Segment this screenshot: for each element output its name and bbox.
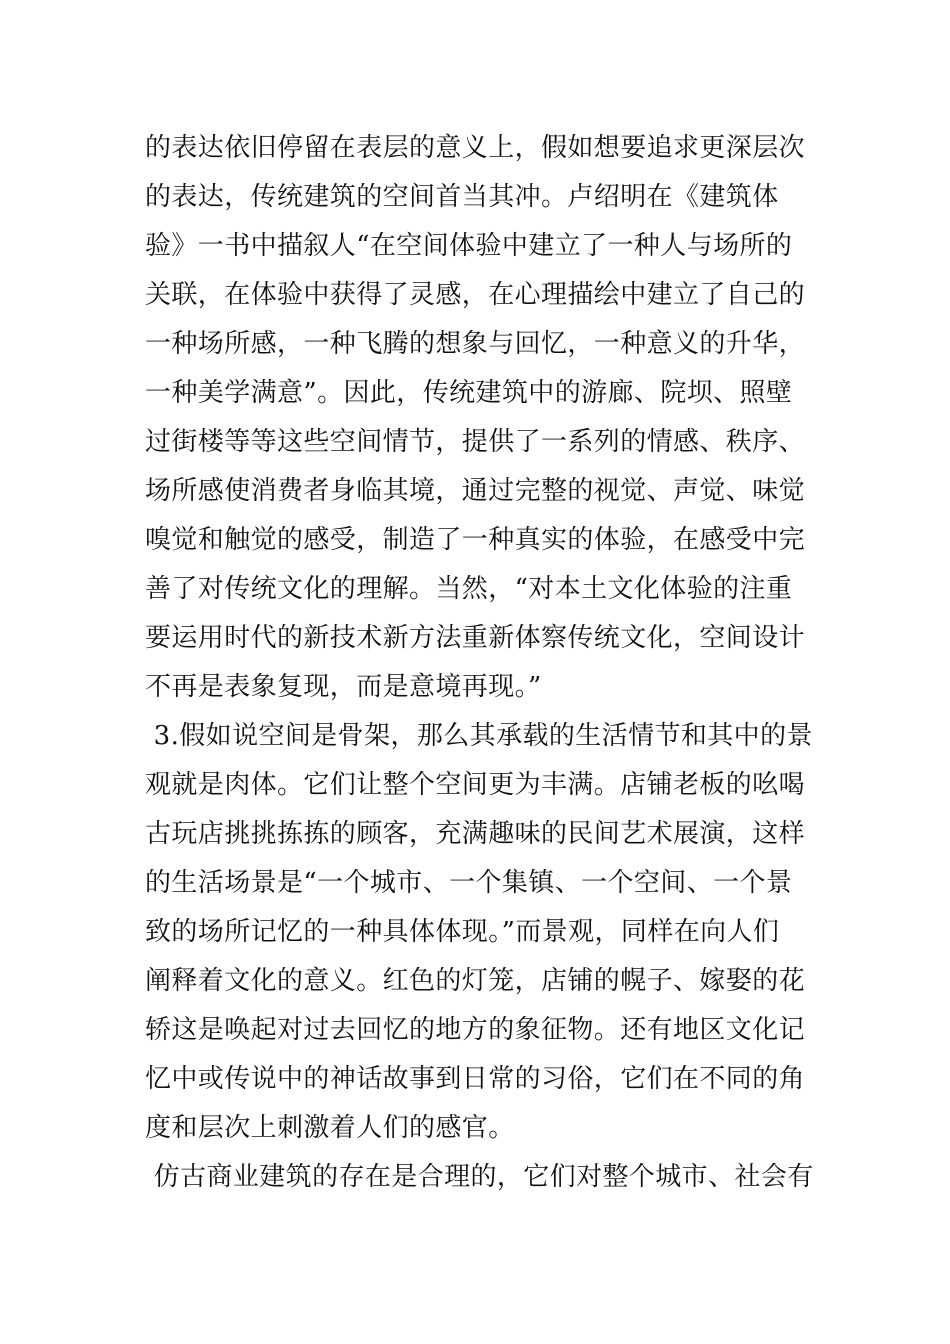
text-line: 观就是肉体。它们让整个空间更为丰满。店铺老板的吆喝	[145, 770, 806, 800]
text-line: 3.假如说空间是骨架，那么其承载的生活情节和其中的景	[145, 721, 813, 751]
text-line: 轿这是唤起对过去回忆的地方的象征物。还有地区文化记	[145, 1015, 806, 1045]
text-line: 忆中或传说中的神话故事到日常的习俗，它们在不同的角	[145, 1064, 806, 1094]
text-line: 仿古商业建筑的存在是合理的，它们对整个城市、社会有	[145, 1162, 814, 1192]
text-line: 阐释着文化的意义。红色的灯笼，店铺的幌子、嫁娶的花	[145, 966, 806, 996]
text-line: 不再是表象复现，而是意境再现。”	[145, 672, 542, 702]
text-line: 致的场所记忆的一种具体体现。”而景观，同样在向人们	[145, 917, 780, 947]
text-line: 古玩店挑挑拣拣的顾客，充满趣味的民间艺术展演，这样	[145, 819, 806, 849]
text-line: 关联，在体验中获得了灵感，在心理描绘中建立了自己的	[145, 280, 806, 310]
text-line: 场所感使消费者身临其境，通过完整的视觉、声觉、味觉	[145, 476, 806, 506]
text-line: 的生活场景是“一个城市、一个集镇、一个空间、一个景	[145, 868, 793, 898]
text-line: 的表达，传统建筑的空间首当其冲。卢绍明在《建筑体	[145, 182, 779, 212]
text-line: 一种美学满意”。因此，传统建筑中的游廊、院坝、照壁	[145, 378, 793, 408]
text-line: 度和层次上刺激着人们的感官。	[145, 1113, 515, 1143]
text-line: 一种场所感，一种飞腾的想象与回忆，一种意义的升华，	[145, 329, 806, 359]
text-line: 善了对传统文化的理解。当然，“对本土文化体验的注重	[145, 574, 793, 604]
text-line: 要运用时代的新技术新方法重新体察传统文化，空间设计	[145, 623, 806, 653]
text-line: 嗅觉和触觉的感受，制造了一种真实的体验，在感受中完	[145, 525, 806, 555]
body-text	[145, 124, 814, 1202]
text-line: 过街楼等等这些空间情节，提供了一系列的情感、秩序、	[145, 427, 806, 457]
text-line: 的表达依旧停留在表层的意义上，假如想要追求更深层次	[145, 133, 806, 163]
text-line: 验》一书中描叙人“在空间体验中建立了一种人与场所的	[145, 231, 793, 261]
